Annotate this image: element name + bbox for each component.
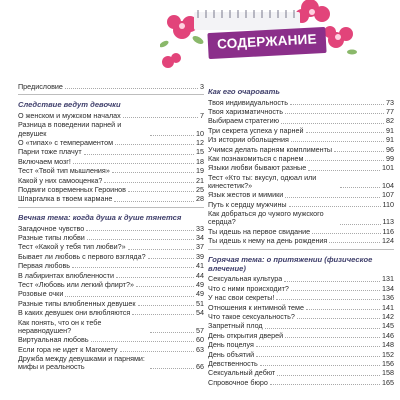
toc-entry-title: О женском и мужском началах (18, 111, 121, 120)
toc-entry-page: 91 (386, 135, 394, 145)
toc-entry[interactable] (208, 136, 394, 145)
toc-entry-title: Выбираем стратегию (208, 117, 279, 126)
toc-entry[interactable] (18, 167, 204, 176)
toc-entry-title: Тест «Какой у тебя тип любви?» (18, 243, 126, 252)
dot-leader (329, 242, 380, 243)
toc-entry-page: 91 (386, 125, 394, 135)
toc-entry-page: 136 (382, 293, 394, 303)
toc-entry[interactable] (208, 284, 394, 293)
toc-entry-page: 63 (196, 344, 204, 354)
dot-leader (270, 384, 380, 385)
dot-leader (115, 144, 194, 145)
toc-entry-page: 73 (386, 97, 394, 107)
toc-entry[interactable] (208, 369, 394, 378)
toc-entry-page: 82 (386, 116, 394, 126)
toc-entry-page: 60 (196, 335, 204, 345)
toc-entry-page: 113 (382, 217, 394, 227)
dot-leader (291, 290, 380, 291)
toc-entry-title: Отношения к интимной теме (208, 303, 304, 312)
toc-entry[interactable] (208, 322, 394, 331)
dot-leader (87, 239, 194, 240)
toc-entry-page: 134 (382, 283, 394, 293)
toc-entry[interactable] (18, 176, 204, 185)
toc-entry[interactable] (208, 98, 394, 107)
dot-leader (104, 182, 194, 183)
toc-entry[interactable] (18, 309, 204, 318)
toc-entry-title: Спровочное бюро (208, 378, 268, 387)
toc-entry[interactable] (208, 236, 394, 245)
section-divider (18, 94, 204, 95)
toc-entry-title: Тест «Твой тип мышления» (18, 167, 110, 176)
toc-entry-page: 158 (382, 368, 394, 378)
toc-entry[interactable] (208, 164, 394, 173)
section-heading: Вечная тема: когда душа к душе тянется (18, 213, 182, 223)
dot-leader (123, 117, 198, 118)
toc-entry-page: 41 (196, 261, 204, 271)
dot-leader (256, 346, 380, 347)
toc-entry[interactable] (208, 331, 394, 340)
toc-entry-page: 33 (196, 223, 204, 233)
toc-entry-page: 15 (196, 147, 204, 157)
section-heading: Следствие ведут девочки (18, 100, 121, 110)
toc-entry-page: 77 (386, 106, 394, 116)
dot-leader (138, 305, 194, 306)
dot-leader (150, 135, 194, 136)
dot-leader (256, 356, 380, 357)
toc-entry[interactable] (208, 350, 394, 359)
dot-leader (65, 296, 194, 297)
toc-entry-title: Включаем мозг! (18, 157, 71, 166)
toc-entry-title: Виртуальная любовь (18, 336, 89, 345)
toc-entry[interactable] (208, 145, 394, 154)
toc-entry-title: Девственность (208, 359, 258, 368)
dot-leader (308, 170, 380, 171)
dot-leader (128, 191, 194, 192)
toc-entry-title: Языки любви бывают разные (208, 164, 307, 173)
toc-entry[interactable] (18, 148, 204, 157)
section-divider (208, 249, 394, 250)
toc-entry-page: 99 (386, 153, 394, 163)
toc-entry-page: 104 (382, 180, 394, 190)
toc-entry-title: Дружба между девушками и парнями: мифы и реальность (18, 354, 145, 372)
toc-entry[interactable] (18, 224, 204, 233)
dot-leader (291, 141, 384, 142)
toc-entry[interactable] (18, 252, 204, 261)
toc-entry-title: Как познакомиться с парнем (208, 154, 304, 163)
toc-entry-title: Тест «Кто ты: вкусул, одюал или кинестетик?» (208, 173, 317, 190)
toc-entry-page: 12 (196, 137, 204, 147)
dot-leader (120, 351, 194, 352)
toc-entry-title: Что такое сексуальность? (208, 313, 295, 322)
toc-entry[interactable] (208, 341, 394, 350)
toc-entry[interactable] (208, 107, 394, 116)
toc-entry-title: Бывает ли любовь с первого взгляда? (18, 252, 146, 261)
toc-entry-page: 18 (196, 156, 204, 166)
dot-leader (116, 277, 194, 278)
toc-entry-title: Как добраться до чужого мужского сердца? (208, 210, 324, 227)
toc-entry-page: 146 (382, 330, 394, 340)
toc-entry-page: 49 (196, 289, 204, 299)
dot-leader (136, 286, 194, 287)
toc-entry-page: 7 (200, 110, 204, 120)
toc-left-column (18, 82, 204, 372)
toc-entry[interactable] (208, 312, 394, 321)
toc-entry-title: Разные типы любви (18, 234, 85, 243)
toc-entry-page: 34 (196, 233, 204, 243)
dot-leader (260, 365, 380, 366)
toc-entry-title: Сексуальный дебют (208, 369, 276, 378)
toc-entry[interactable] (18, 299, 204, 308)
toc-entry-title: День поцелуя (208, 341, 254, 350)
toc-entry[interactable] (208, 294, 394, 303)
toc-entry-title: Твоя индивидуальность (208, 98, 288, 107)
toc-entry[interactable] (18, 195, 204, 204)
dot-leader (112, 172, 194, 173)
dot-leader (150, 368, 194, 369)
dot-leader (128, 249, 194, 250)
dot-leader (289, 206, 381, 207)
dot-leader (305, 160, 384, 161)
dot-leader (276, 299, 380, 300)
toc-entry-page: 142 (382, 312, 394, 322)
dot-leader (281, 123, 384, 124)
toc-entry-title: Тест «Любовь или легкий флирт?» (18, 281, 134, 290)
toc-entry-title: Язык жестов и мимики (208, 191, 284, 200)
toc-entry[interactable] (208, 191, 394, 200)
toc-entry-title: Загадочное чувство (18, 224, 85, 233)
toc-entry-title: Как понять, что он к тебе неравнодушен? (18, 318, 102, 335)
dot-leader (340, 224, 381, 225)
dot-leader (150, 332, 194, 333)
toc-entry-page: 107 (382, 190, 394, 200)
dot-leader (290, 104, 384, 105)
toc-entry-page: 124 (382, 236, 394, 246)
section-heading: Как его очаровать (208, 87, 280, 96)
toc-entry[interactable] (18, 345, 204, 354)
toc-entry-title: В лабиринтах влюбленности (18, 271, 114, 280)
dot-leader (306, 309, 380, 310)
dot-leader (285, 197, 380, 198)
toc-entry[interactable] (208, 378, 394, 387)
toc-entry-title: Три секрета успеха у парней (208, 126, 304, 135)
toc-entry-title: Запретный плод (208, 322, 263, 331)
toc-entry[interactable] (18, 82, 204, 91)
toc-entry-page: 25 (196, 184, 204, 194)
toc-entry-page: 21 (196, 175, 204, 185)
dot-leader (312, 233, 380, 234)
toc-entry-page: 66 (196, 362, 204, 372)
toc-entry[interactable] (208, 227, 394, 236)
toc-entry-title: Парни тоже плачут (18, 148, 82, 157)
toc-entry[interactable] (18, 280, 204, 289)
toc-entry-title: Путь к сердцу мужчины (208, 200, 287, 209)
toc-entry-page: 28 (196, 194, 204, 204)
toc-entry[interactable] (18, 290, 204, 299)
toc-entry[interactable] (208, 210, 394, 228)
toc-entry[interactable] (208, 173, 394, 191)
toc-right-column (208, 82, 394, 388)
dot-leader (114, 201, 194, 202)
toc-entry[interactable] (18, 121, 204, 139)
toc-entry-page: 156 (382, 358, 394, 368)
dot-leader (306, 132, 385, 133)
toc-entry-page: 116 (382, 226, 394, 236)
toc-entry-title: О «типах» с темпераментом (18, 138, 114, 147)
toc-entry-title: Что с ними происходит? (208, 284, 289, 293)
toc-entry-page: 10 (196, 128, 204, 138)
toc-entry[interactable] (18, 111, 204, 120)
toc-entry[interactable] (18, 157, 204, 166)
spiral-binding-icon (192, 8, 302, 22)
section-divider (18, 207, 204, 208)
toc-entry-title: Ты идешь к нему на день рождения (208, 237, 328, 246)
toc-entry[interactable] (18, 262, 204, 271)
toc-entry[interactable] (18, 243, 204, 252)
toc-entry[interactable] (18, 185, 204, 194)
toc-entry-page: 165 (382, 377, 394, 387)
toc-entry-title: Разница в поведении парней и девушек (18, 121, 122, 138)
toc-entry-title: Ты идешь на первое свидание (208, 227, 311, 236)
toc-entry-title: Из истории обольщения (208, 136, 289, 145)
toc-entry-page: 101 (382, 163, 394, 173)
page-title: СОДЕРЖАНИЕ (216, 31, 318, 52)
toc-entry-page: 145 (382, 321, 394, 331)
dot-leader (340, 187, 380, 188)
dot-leader (297, 318, 380, 319)
toc-entry-page: 37 (196, 242, 204, 252)
dot-leader (132, 314, 194, 315)
dot-leader (148, 258, 194, 259)
toc-entry-title: Розовые очки (18, 290, 64, 299)
toc-entry[interactable] (18, 234, 204, 243)
toc-entry-page: 51 (196, 298, 204, 308)
dot-leader (284, 281, 380, 282)
section-heading: Горячая тема: о притяжении (физическое влечение) (208, 254, 373, 273)
toc-entry-title: Разные типы влюбленных девушек (18, 299, 136, 308)
toc-entry[interactable] (208, 275, 394, 284)
toc-entry-page: 57 (196, 325, 204, 335)
toc-entry-title: Какой у них самооценка? (18, 176, 103, 185)
dot-leader (277, 375, 380, 376)
toc-entry[interactable] (208, 359, 394, 368)
toc-entry-title: Первая любовь (18, 262, 71, 271)
toc-entry-page: 44 (196, 270, 204, 280)
toc-entry[interactable] (18, 354, 204, 372)
toc-entry-title: Шпаргалка в твоем кармане (18, 195, 113, 204)
toc-entry-page: 39 (196, 251, 204, 261)
toc-entry[interactable] (208, 126, 394, 135)
toc-entry-page: 110 (382, 199, 394, 209)
toc-entry-title: Сексуальная культура (208, 275, 283, 284)
toc-entry-title: Твоя харизматичность (208, 107, 283, 116)
toc-entry-page: 19 (196, 166, 204, 176)
toc-entry-page: 54 (196, 308, 204, 318)
toc-entry[interactable] (18, 336, 204, 345)
dot-leader (265, 328, 380, 329)
toc-entry-page: 131 (382, 274, 394, 284)
toc-entry-page: 96 (386, 144, 394, 154)
toc-entry[interactable] (18, 318, 204, 336)
toc-entry-title: Учимся делать парням комплименты (208, 145, 333, 154)
dot-leader (285, 337, 380, 338)
toc-entry[interactable] (18, 138, 204, 147)
dot-leader (285, 113, 384, 114)
toc-entry-title: Если гора не идет к Магомету (18, 345, 118, 354)
toc-entry-title: У нас свои секреты! (208, 294, 275, 303)
toc-entry-title: День объятий (208, 350, 255, 359)
dot-leader (65, 88, 198, 89)
toc-entry[interactable] (18, 271, 204, 280)
toc-entry[interactable] (208, 200, 394, 209)
toc-entry-title: Подвиги современных Героинов (18, 185, 126, 194)
dot-leader (91, 341, 194, 342)
dot-leader (73, 163, 194, 164)
dot-leader (334, 151, 384, 152)
dot-leader (84, 154, 194, 155)
toc-entry-page: 148 (382, 340, 394, 350)
toc-entry-page: 152 (382, 349, 394, 359)
toc-entry[interactable] (208, 154, 394, 163)
toc-entry-title: В каких девушек они влюбляются (18, 309, 131, 318)
toc-entry-page: 3 (200, 81, 204, 91)
toc-entry-title: День открытия дверей (208, 331, 284, 340)
dot-leader (86, 230, 194, 231)
toc-entry-title: Предисловие (18, 82, 63, 91)
toc-entry-page: 141 (382, 302, 394, 312)
toc-entry[interactable] (208, 117, 394, 126)
toc-entry-page: 49 (196, 280, 204, 290)
toc-entry[interactable] (208, 303, 394, 312)
dot-leader (72, 267, 194, 268)
